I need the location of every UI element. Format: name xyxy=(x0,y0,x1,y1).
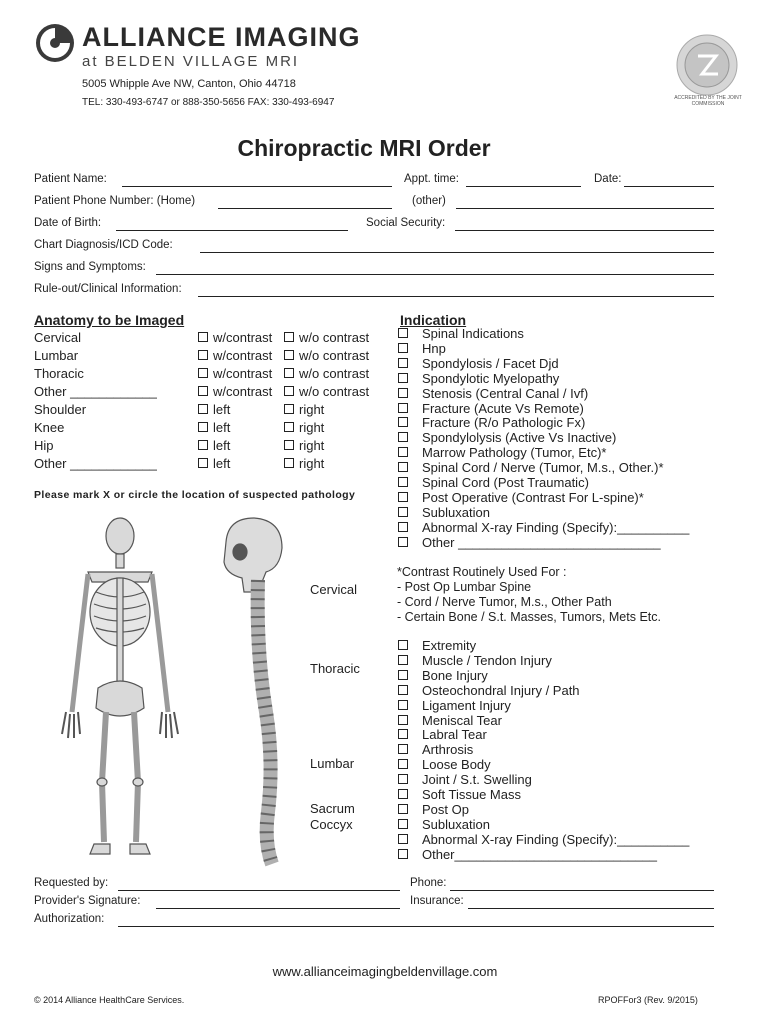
spinal-indication-item-label: Stenosis (Central Canal / Ivf) xyxy=(422,385,589,401)
indication-heading: Indication xyxy=(400,312,467,328)
dob-field[interactable] xyxy=(116,218,348,231)
ruleout-label: Rule-out/Clinical Information: xyxy=(34,283,182,295)
spinal-indication-item[interactable] xyxy=(398,461,689,476)
spinal-indication-item[interactable] xyxy=(398,372,689,387)
other-phone-field[interactable] xyxy=(456,196,714,209)
extremity-indication-item-label: Abnormal X-ray Finding (Specify):__________ xyxy=(422,831,690,847)
extremity-indication-item-label: Bone Injury xyxy=(422,667,488,683)
checkbox-icon[interactable] xyxy=(284,458,294,468)
spine-label-cervical: Cervical xyxy=(310,582,357,597)
checkbox-icon[interactable] xyxy=(398,432,408,442)
checkbox-icon[interactable] xyxy=(398,373,408,383)
checkbox-icon[interactable] xyxy=(198,350,208,360)
checkbox-icon[interactable] xyxy=(398,328,408,338)
extremity-indication-item-label: Extremity xyxy=(422,638,477,653)
authorization-field[interactable] xyxy=(118,914,714,927)
extremity-indication-item[interactable] xyxy=(398,758,689,773)
checkbox-icon[interactable] xyxy=(398,403,408,413)
spinal-indication-item[interactable] xyxy=(398,387,689,402)
chart-diagnosis-label: Chart Diagnosis/ICD Code: xyxy=(34,239,173,251)
checkbox-icon[interactable] xyxy=(398,417,408,427)
spinal-indication-item[interactable] xyxy=(398,402,689,417)
extremity-indication-item[interactable] xyxy=(398,639,689,654)
anatomy-option-1-label: left xyxy=(213,402,231,417)
spinal-indication-item-label: Subluxation xyxy=(422,504,490,520)
anatomy-option-2-label: right xyxy=(299,420,325,435)
chart-diagnosis-field[interactable] xyxy=(200,240,714,253)
checkbox-icon[interactable] xyxy=(398,358,408,368)
spine-label-coccyx: Coccyx xyxy=(310,817,353,832)
extremity-indication-item-label: Muscle / Tendon Injury xyxy=(422,652,552,668)
patient-phone-label: Patient Phone Number: (Home) xyxy=(34,195,196,207)
insurance-label: Insurance: xyxy=(410,895,464,907)
anatomy-list xyxy=(34,330,384,474)
spinal-indication-item-label: Spondylotic Myelopathy xyxy=(422,370,560,386)
spinal-indication-item[interactable] xyxy=(398,357,689,372)
checkbox-icon[interactable] xyxy=(398,729,408,739)
spinal-indication-item-label: Abnormal X-ray Finding (Specify):__________ xyxy=(422,519,690,535)
extremity-indication-item[interactable] xyxy=(398,848,689,863)
anatomy-option-1-label: left xyxy=(213,420,231,435)
anatomy-row-label: Lumbar xyxy=(34,348,79,363)
spinal-indication-item-label: Fracture (R/o Pathologic Fx) xyxy=(422,415,586,431)
anatomy-row-label: Other ____________ xyxy=(34,456,157,471)
checkbox-icon[interactable] xyxy=(398,789,408,799)
spinal-indication-item[interactable] xyxy=(398,446,689,461)
anatomy-option-1-label: w/contrast xyxy=(213,330,273,345)
extremity-indication-item-label: Arthrosis xyxy=(422,742,474,758)
extremity-indication-item[interactable] xyxy=(398,699,689,714)
anatomy-option-2-label: w/o contrast xyxy=(299,384,370,399)
checkbox-icon[interactable] xyxy=(284,422,294,432)
spinal-indication-item-label: Spondylolysis (Active Vs Inactive) xyxy=(422,430,617,446)
spinal-indication-item[interactable] xyxy=(398,342,689,357)
checkbox-icon[interactable] xyxy=(398,477,408,487)
spinal-indication-item-label: Spinal Indications xyxy=(422,326,524,341)
anatomy-heading: Anatomy to be Imaged xyxy=(34,312,185,328)
checkbox-icon[interactable] xyxy=(398,655,408,665)
extremity-indication-item-label: Post Op xyxy=(422,801,469,817)
checkbox-icon[interactable] xyxy=(398,492,408,502)
contrast-note-line: - Post Op Lumbar Spine xyxy=(397,579,532,594)
checkbox-icon[interactable] xyxy=(284,440,294,450)
anatomy-option-2-label: right xyxy=(299,438,325,453)
checkbox-icon[interactable] xyxy=(284,404,294,414)
appt-time-label: Appt. time: xyxy=(404,173,459,185)
extremity-indication-item-label: Subluxation xyxy=(422,816,490,832)
patient-name-field[interactable] xyxy=(122,174,392,187)
anatomy-row xyxy=(34,384,384,402)
anatomy-option-1[interactable] xyxy=(198,366,272,381)
spinal-indication-item[interactable] xyxy=(398,431,689,446)
ruleout-field[interactable] xyxy=(198,284,714,297)
spinal-indication-item[interactable] xyxy=(398,506,689,521)
anatomy-row-label: Shoulder xyxy=(34,402,87,417)
checkbox-icon[interactable] xyxy=(398,640,408,650)
requested-by-label: Requested by: xyxy=(34,877,109,889)
extremity-indication-item-label: Soft Tissue Mass xyxy=(422,787,521,803)
spinal-indication-item-label: Spondylosis / Facet Djd xyxy=(422,355,559,371)
anatomy-row xyxy=(34,456,384,474)
anatomy-option-2-label: right xyxy=(299,402,325,417)
anatomy-option-2[interactable] xyxy=(284,384,369,399)
contrast-note-line: - Cord / Nerve Tumor, M.s., Other Path xyxy=(397,594,612,609)
extremity-indication-item-label: Loose Body xyxy=(422,757,491,773)
checkbox-icon[interactable] xyxy=(398,447,408,457)
extremity-indication-item[interactable] xyxy=(398,773,689,788)
anatomy-option-2-label: w/o contrast xyxy=(299,330,370,345)
signs-symptoms-label: Signs and Symptoms: xyxy=(34,261,146,273)
checkbox-icon[interactable] xyxy=(398,849,408,859)
ssn-field[interactable] xyxy=(455,218,714,231)
checkbox-icon[interactable] xyxy=(198,332,208,342)
extremity-indication-item-label: Other____________________________ xyxy=(422,846,657,862)
anatomy-option-1[interactable] xyxy=(198,384,272,399)
checkbox-icon[interactable] xyxy=(398,759,408,769)
checkbox-icon[interactable] xyxy=(398,819,408,829)
spine-label-lumbar: Lumbar xyxy=(310,756,355,771)
anatomy-option-2[interactable] xyxy=(284,402,324,417)
anatomy-option-1[interactable] xyxy=(198,402,230,417)
spine-skull-icon[interactable] xyxy=(212,512,308,872)
extremity-indication-item[interactable] xyxy=(398,684,689,699)
phone-label: Phone: xyxy=(410,877,447,889)
form-id: RPOFFor3 (Rev. 9/2015) xyxy=(598,995,698,1005)
extremity-indication-item[interactable] xyxy=(398,728,689,743)
anatomy-option-1-label: w/contrast xyxy=(213,366,273,381)
provider-signature-label: Provider's Signature: xyxy=(34,895,141,907)
extremity-indication-item[interactable] xyxy=(398,669,689,684)
seal-caption: ACCREDITED BY THE JOINT COMMISSION xyxy=(674,95,742,107)
ssn-label: Social Security: xyxy=(366,217,446,229)
spinal-indication-list xyxy=(398,327,689,551)
anatomy-row xyxy=(34,420,384,438)
spinal-indication-item-label: Other ____________________________ xyxy=(422,534,661,550)
full-skeleton-icon[interactable] xyxy=(40,512,200,867)
signs-symptoms-field[interactable] xyxy=(156,262,714,275)
anatomy-row-label: Thoracic xyxy=(34,366,84,381)
extremity-indication-item[interactable] xyxy=(398,818,689,833)
checkbox-icon[interactable] xyxy=(398,537,408,547)
anatomy-option-1[interactable] xyxy=(198,438,230,453)
anatomy-option-1-label: w/contrast xyxy=(213,348,273,363)
extremity-indication-item-label: Meniscal Tear xyxy=(422,712,502,728)
dob-label: Date of Birth: xyxy=(34,217,102,229)
date-field[interactable] xyxy=(624,174,714,187)
checkbox-icon[interactable] xyxy=(398,744,408,754)
checkbox-icon[interactable] xyxy=(198,458,208,468)
checkbox-icon[interactable] xyxy=(284,332,294,342)
address: 5005 Whipple Ave NW, Canton, Ohio 44718 xyxy=(82,78,296,90)
extremity-indication-item-label: Osteochondral Injury / Path xyxy=(422,682,580,698)
checkbox-icon[interactable] xyxy=(398,685,408,695)
insurance-field[interactable] xyxy=(468,896,714,909)
checkbox-icon[interactable] xyxy=(398,522,408,532)
accreditation-seal-icon xyxy=(676,34,738,96)
checkbox-icon[interactable] xyxy=(398,804,408,814)
anatomy-row xyxy=(34,366,384,384)
spinal-indication-item[interactable] xyxy=(398,491,689,506)
spine-label-sacrum: Sacrum xyxy=(310,801,355,816)
anatomy-row-label: Other ____________ xyxy=(34,384,157,399)
phone-field[interactable] xyxy=(450,878,714,891)
anatomy-option-1-label: left xyxy=(213,438,231,453)
checkbox-icon[interactable] xyxy=(284,386,294,396)
appt-time-field[interactable] xyxy=(466,174,581,187)
checkbox-icon[interactable] xyxy=(198,422,208,432)
spinal-indication-item[interactable] xyxy=(398,327,689,342)
anatomy-option-2[interactable] xyxy=(284,456,324,471)
anatomy-option-2[interactable] xyxy=(284,420,324,435)
contrast-note-line: - Certain Bone / S.t. Masses, Tumors, Mets Etc. xyxy=(397,609,661,624)
anatomy-row xyxy=(34,348,384,366)
extremity-indication-item-label: Labral Tear xyxy=(422,727,487,743)
anatomy-option-2-label: right xyxy=(299,456,325,471)
checkbox-icon[interactable] xyxy=(398,774,408,784)
spinal-indication-item[interactable] xyxy=(398,416,689,431)
pathology-note: Please mark X or circle the location of suspected pathology xyxy=(34,489,356,501)
anatomy-row-label: Knee xyxy=(34,420,65,435)
anatomy-option-1[interactable] xyxy=(198,330,272,345)
spinal-indication-item[interactable] xyxy=(398,476,689,491)
phone-fax: TEL: 330-493-6747 or 888-350-5656 FAX: 330-493-6947 xyxy=(82,97,335,108)
spinal-indication-item-label: Marrow Pathology (Tumor, Etc)* xyxy=(422,445,607,461)
anatomy-option-2[interactable] xyxy=(284,348,369,363)
anatomy-row xyxy=(34,402,384,420)
provider-signature-field[interactable] xyxy=(156,896,400,909)
website-link[interactable]: www.allianceimagingbeldenvillage.com xyxy=(272,964,498,979)
authorization-label: Authorization: xyxy=(34,913,105,925)
checkbox-icon[interactable] xyxy=(198,440,208,450)
anatomy-option-2[interactable] xyxy=(284,438,324,453)
checkbox-icon[interactable] xyxy=(198,368,208,378)
spinal-indication-item[interactable] xyxy=(398,521,689,536)
checkbox-icon[interactable] xyxy=(398,834,408,844)
spinal-indication-item-label: Hnp xyxy=(422,340,446,356)
spine-label-thoracic: Thoracic xyxy=(310,661,360,676)
contrast-note-line: *Contrast Routinely Used For : xyxy=(397,565,567,579)
checkbox-icon[interactable] xyxy=(398,462,408,472)
extremity-indication-item[interactable] xyxy=(398,803,689,818)
date-label: Date: xyxy=(594,173,622,185)
checkbox-icon[interactable] xyxy=(398,715,408,725)
checkbox-icon[interactable] xyxy=(398,670,408,680)
checkbox-icon[interactable] xyxy=(398,388,408,398)
checkbox-icon[interactable] xyxy=(284,350,294,360)
anatomy-option-2-label: w/o contrast xyxy=(299,348,370,363)
checkbox-icon[interactable] xyxy=(398,700,408,710)
spinal-indication-item-label: Spinal Cord (Post Traumatic) xyxy=(422,475,589,491)
patient-phone-field[interactable] xyxy=(218,196,392,209)
checkbox-icon[interactable] xyxy=(398,343,408,353)
contrast-note xyxy=(397,565,661,625)
spinal-indication-item-label: Spinal Cord / Nerve (Tumor, M.s., Other.)* xyxy=(422,460,664,476)
anatomy-row xyxy=(34,330,384,348)
anatomy-option-1[interactable] xyxy=(198,420,230,435)
checkbox-icon[interactable] xyxy=(284,368,294,378)
extremity-indication-item[interactable] xyxy=(398,714,689,729)
patient-name-label: Patient Name: xyxy=(34,173,107,185)
anatomy-option-1-label: w/contrast xyxy=(213,384,273,399)
anatomy-option-2[interactable] xyxy=(284,366,369,381)
extremity-indication-list xyxy=(398,639,689,863)
anatomy-option-1-label: left xyxy=(213,456,231,471)
anatomy-option-1[interactable] xyxy=(198,348,272,363)
checkbox-icon[interactable] xyxy=(198,386,208,396)
extremity-indication-item-label: Ligament Injury xyxy=(422,697,511,713)
extremity-indication-item[interactable] xyxy=(398,654,689,669)
brand-name: ALLIANCE IMAGING xyxy=(82,22,361,52)
extremity-indication-item[interactable] xyxy=(398,743,689,758)
anatomy-row xyxy=(34,438,384,456)
checkbox-icon[interactable] xyxy=(398,507,408,517)
form-title: Chiropractic MRI Order xyxy=(237,135,491,161)
spinal-indication-item-label: Post Operative (Contrast For L-spine)* xyxy=(422,489,644,505)
anatomy-option-2[interactable] xyxy=(284,330,369,345)
extremity-indication-item[interactable] xyxy=(398,833,689,848)
copyright: © 2014 Alliance HealthCare Services. xyxy=(34,995,185,1005)
anatomy-row-label: Hip xyxy=(34,438,54,453)
spinal-indication-item[interactable] xyxy=(398,536,689,551)
extremity-indication-item-label: Joint / S.t. Swelling xyxy=(422,772,532,788)
requested-by-field[interactable] xyxy=(118,878,400,891)
alliance-logo-icon xyxy=(34,22,76,64)
brand-subtitle: at BELDEN VILLAGE MRI xyxy=(82,53,300,70)
other-phone-label: (other) xyxy=(412,195,446,207)
checkbox-icon[interactable] xyxy=(198,404,208,414)
anatomy-row-label: Cervical xyxy=(34,330,81,345)
extremity-indication-item[interactable] xyxy=(398,788,689,803)
anatomy-option-2-label: w/o contrast xyxy=(299,366,370,381)
spinal-indication-item-label: Fracture (Acute Vs Remote) xyxy=(422,400,584,416)
anatomy-option-1[interactable] xyxy=(198,456,230,471)
